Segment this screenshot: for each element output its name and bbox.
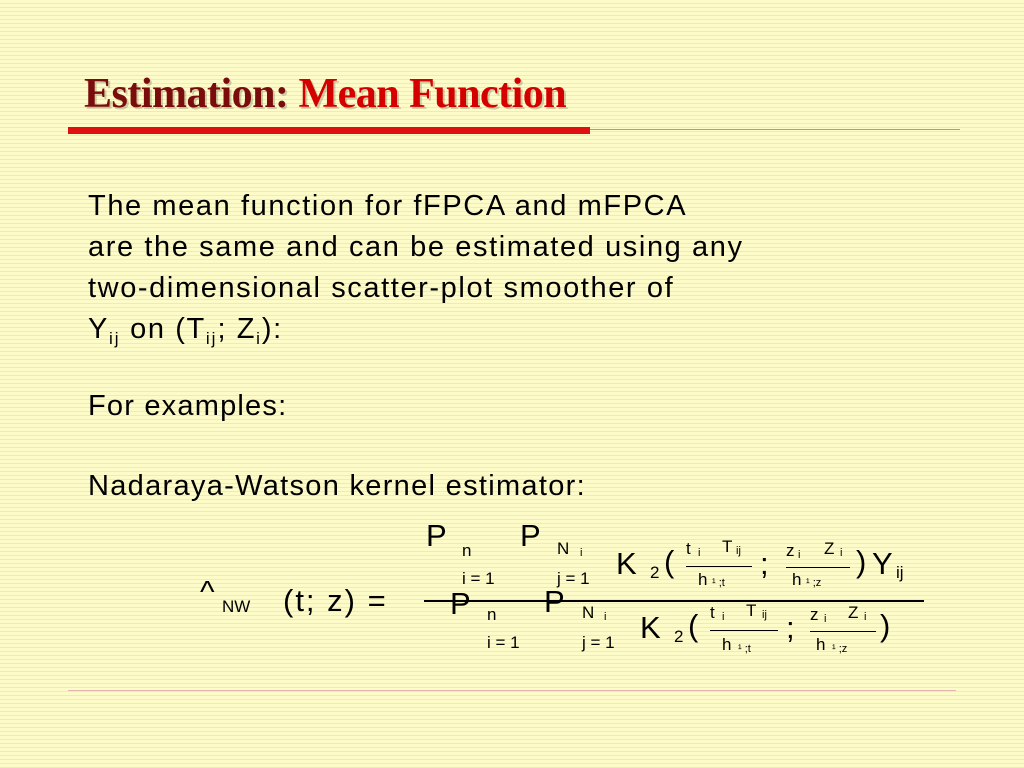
num-Z: Z (824, 539, 835, 558)
den-h-t-sub: ¹ ;t (738, 643, 751, 655)
num-sum-j-upper-sub: i (580, 547, 583, 559)
num-z: z (786, 541, 795, 560)
den-sum-j-lower: j = 1 (582, 633, 615, 652)
num-open: ( (664, 544, 675, 579)
var-Y: Y (88, 313, 109, 345)
den-sum-j-upper-sub: i (604, 611, 607, 623)
lhs-hat: ^ (200, 574, 215, 609)
num-close: ) (856, 544, 867, 579)
num-T-sub: ij (736, 545, 741, 557)
den-open: ( (688, 608, 699, 643)
den-Z: Z (848, 603, 859, 622)
title-estimation: Estimation: (84, 71, 289, 117)
den-frac1-line (710, 630, 778, 631)
den-close: ) (880, 608, 891, 643)
den-K: K (640, 610, 661, 645)
num-K-sub: 2 (650, 563, 660, 582)
den-T-sub: ij (762, 609, 767, 621)
num-sum-i: P (426, 518, 447, 553)
title-mean-function: Mean Function (298, 71, 567, 117)
var-Z: Z (236, 313, 257, 345)
num-h-t-sub: ¹ ;t (712, 577, 725, 589)
num-sum-j: P (520, 518, 541, 553)
var-Y-sub: ij (108, 329, 121, 348)
num-h-z: h (792, 570, 802, 589)
estimator-label: Nadaraya-Watson kernel estimator: (88, 470, 586, 502)
footer-rule (68, 690, 956, 691)
den-z: z (810, 605, 819, 624)
num-frac2-line (786, 567, 850, 568)
num-Y: Y (872, 546, 893, 581)
examples-heading: For examples: (88, 390, 288, 422)
num-t-sub: i (698, 547, 701, 559)
den-t: t (710, 603, 715, 622)
num-Z-sub: i (840, 547, 843, 559)
num-sum-j-lower: j = 1 (557, 569, 590, 588)
num-sum-j-upper: N (557, 539, 570, 558)
den-sum-j-upper: N (582, 603, 595, 622)
den-frac2-line (810, 631, 876, 632)
den-semicolon: ; (786, 610, 795, 645)
den-h-z-sub: ¹ ;z (832, 643, 848, 655)
num-h-z-sub: ¹ ;z (806, 577, 822, 589)
den-h-z: h (816, 635, 826, 654)
den-Z-sub: i (864, 611, 867, 623)
body-line-1: The mean function for fFPCA and mFPCA (88, 190, 688, 222)
num-K: K (616, 546, 637, 581)
den-K-sub: 2 (674, 627, 684, 646)
den-sum-i-upper: n (487, 605, 497, 624)
num-h-t: h (698, 570, 708, 589)
den-sum-i: P (450, 586, 471, 621)
num-semicolon: ; (760, 546, 769, 581)
body-line-3: two-dimensional scatter-plot smoother of (88, 272, 675, 304)
var-T: T (186, 313, 206, 345)
den-sum-j: P (544, 584, 565, 619)
den-T: T (746, 601, 757, 620)
num-sum-i-lower: i = 1 (462, 569, 495, 588)
den-h-t: h (722, 635, 732, 654)
text-close: ): (261, 313, 283, 345)
den-z-sub: i (824, 613, 827, 625)
body-line-2: are the same and can be estimated using any (88, 231, 744, 263)
text-on: on ( (120, 313, 187, 345)
var-Z-sub: i (256, 329, 262, 348)
text-sep: ; (217, 313, 237, 345)
num-Y-sub: ij (896, 563, 904, 582)
num-T: T (722, 537, 733, 556)
var-T-sub: ij (205, 329, 218, 348)
den-t-sub: i (722, 611, 725, 623)
lhs-sub: NW (222, 597, 251, 616)
num-t: t (686, 539, 691, 558)
num-frac1-line (686, 566, 752, 567)
num-sum-i-upper: n (462, 541, 472, 560)
num-z-sub: i (798, 549, 801, 561)
main-fraction-bar (424, 600, 924, 602)
den-sum-i-lower: i = 1 (487, 633, 520, 652)
lhs-args: (t; z) = (283, 583, 388, 618)
